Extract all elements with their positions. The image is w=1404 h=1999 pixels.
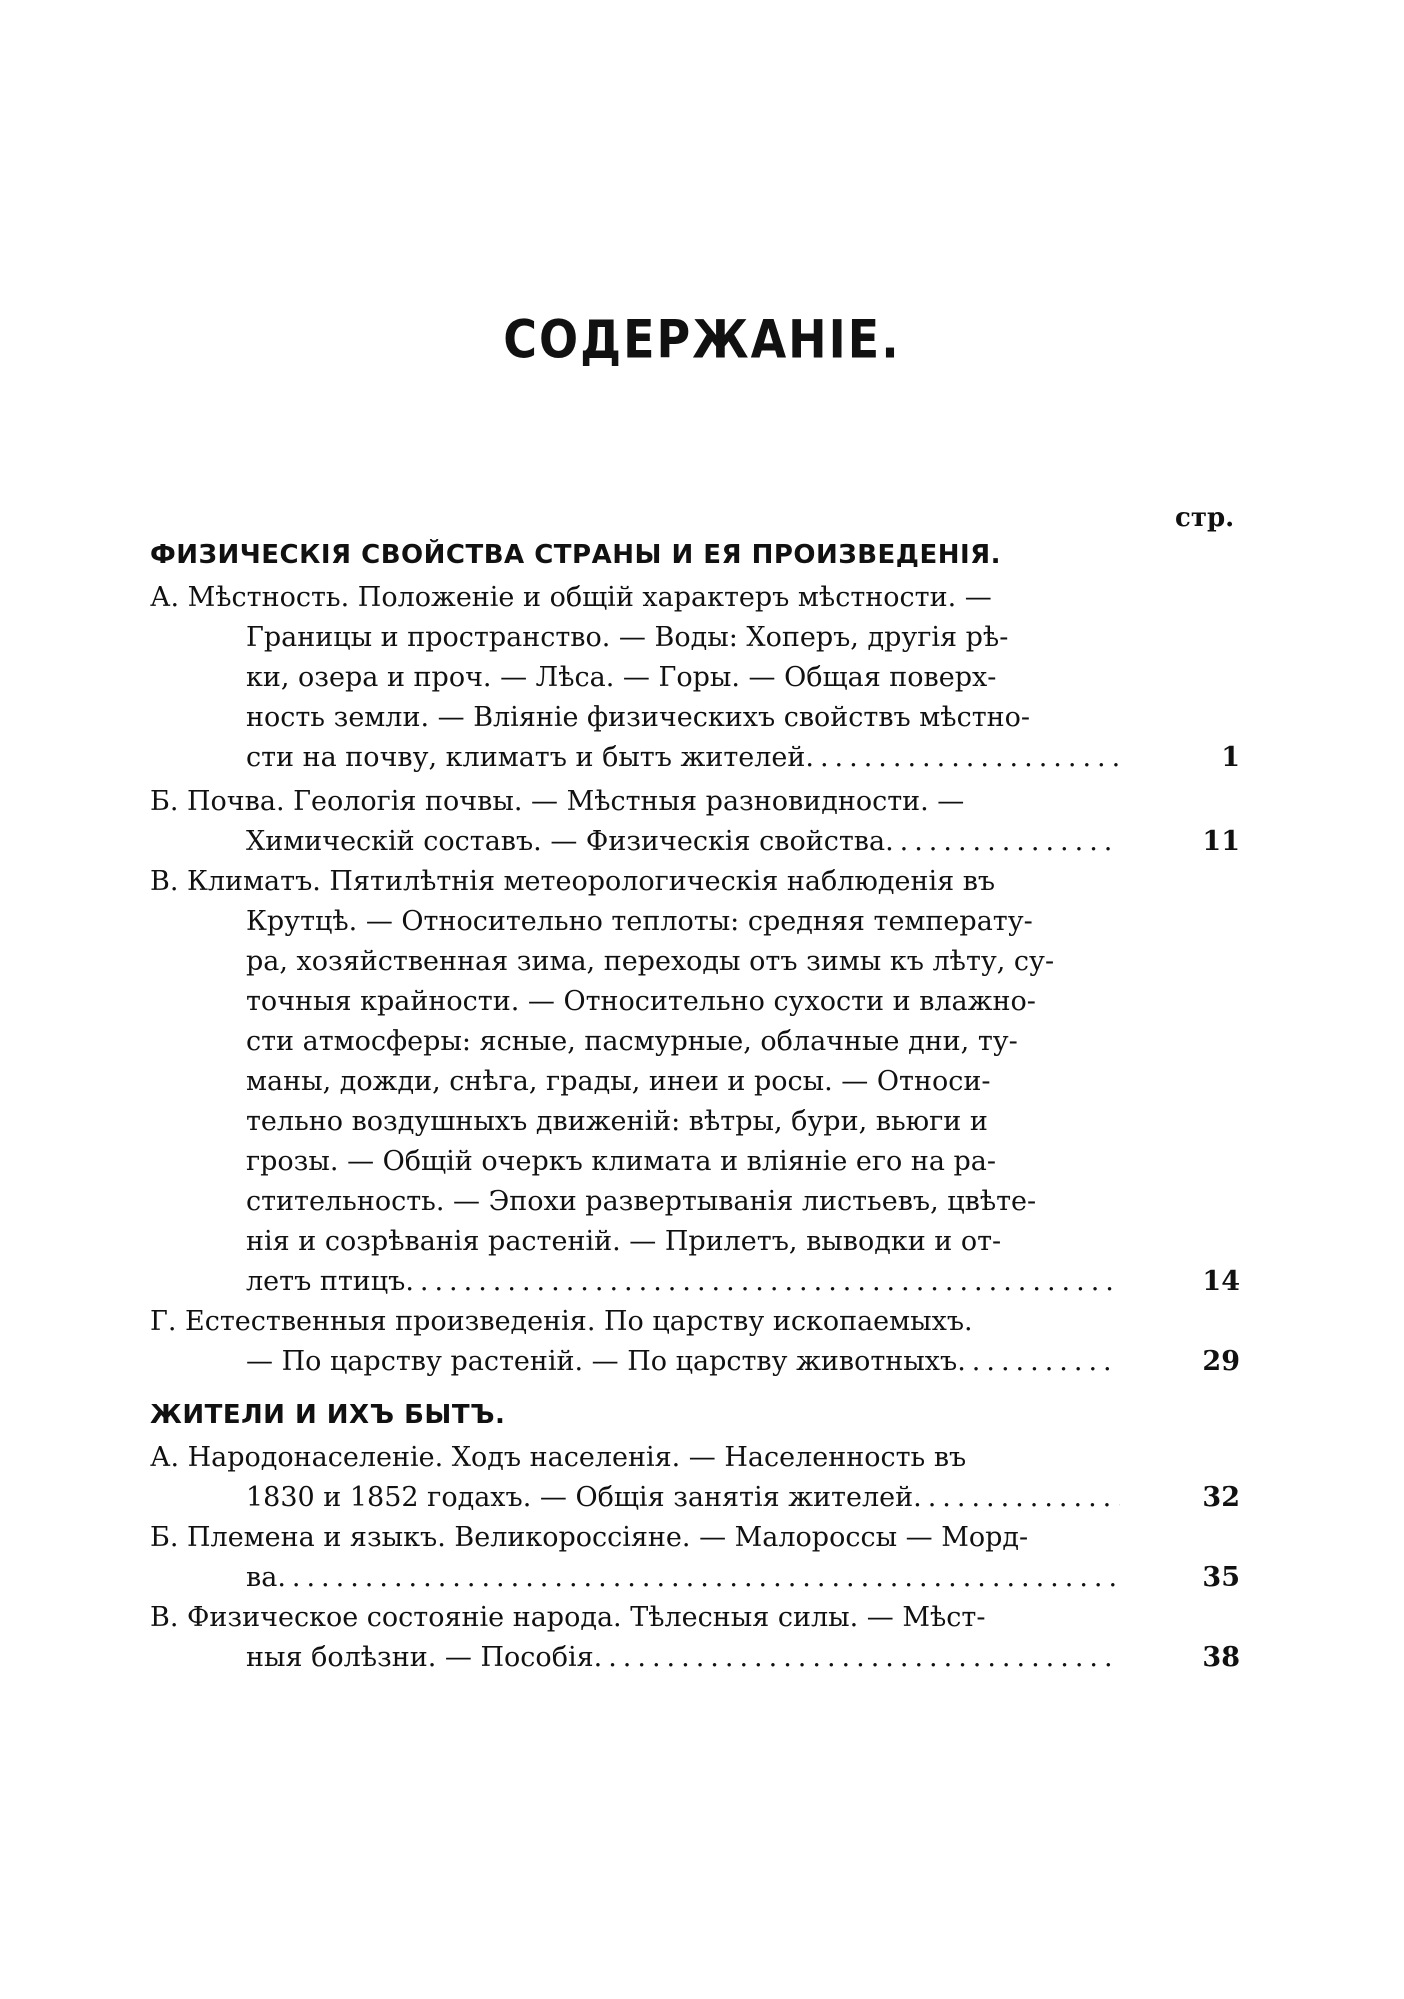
entry-line: ва bbox=[246, 1562, 278, 1593]
toc-entry[interactable] bbox=[150, 1302, 1240, 1382]
page-title: СОДЕРЖАНІЕ. bbox=[503, 307, 901, 371]
page-number: 11 bbox=[1202, 826, 1240, 857]
page-number: 35 bbox=[1202, 1562, 1240, 1593]
entry-line: — По царству растеній. — По царству животныхъ bbox=[246, 1346, 958, 1377]
entry-line: ра, хозяйственная зима, переходы отъ зимы къ лѣту, су- bbox=[246, 946, 1055, 977]
section-heading: ЖИТЕЛИ И ИХЪ БЫТЪ. bbox=[150, 1400, 506, 1430]
entry-line: ки, озера и проч. — Лѣса. — Горы. — Общая поверх- bbox=[246, 662, 997, 693]
entry-line: В. Физическое состояніе народа. Тѣлесныя силы. — Мѣст- bbox=[150, 1602, 986, 1633]
entry-line: грозы. — Общій очеркъ климата и вліяніе его на ра- bbox=[246, 1146, 997, 1177]
entry-line: стительность. — Эпохи развертыванія листьевъ, цвѣте- bbox=[246, 1186, 1037, 1217]
dot-leader bbox=[957, 1342, 1120, 1382]
toc-entry[interactable] bbox=[150, 1598, 1240, 1678]
page-column-label: стр. bbox=[1175, 503, 1235, 533]
entry-line: Б. Племена и языкъ. Великороссіяне. — Малороссы — Морд- bbox=[150, 1522, 1029, 1553]
dot-leader bbox=[913, 1478, 1120, 1518]
entry-line: точныя крайности. — Относительно сухости и влажно- bbox=[246, 986, 1036, 1017]
entry-line: Б. Почва. Геологія почвы. — Мѣстныя разновидности. — bbox=[150, 786, 965, 817]
page-number: 29 bbox=[1202, 1346, 1240, 1377]
entry-line: 1830 и 1852 годахъ. — Общія занятія жителей bbox=[246, 1482, 914, 1513]
section-heading: ФИЗИЧЕСКІЯ СВОЙСТВА СТРАНЫ И ЕЯ ПРОИЗВЕДЕНІЯ. bbox=[150, 540, 1002, 570]
page-number: 32 bbox=[1202, 1482, 1240, 1513]
entry-line: ныя болѣзни. — Пособія bbox=[246, 1642, 594, 1673]
entry-line: Химическій составъ. — Физическія свойства bbox=[246, 826, 886, 857]
page-number: 38 bbox=[1202, 1642, 1240, 1673]
dot-leader bbox=[805, 738, 1120, 778]
entry-line: В. Климатъ. Пятилѣтнія метеорологическія наблюденія въ bbox=[150, 866, 996, 897]
page-number: 14 bbox=[1202, 1266, 1240, 1297]
entry-line: нія и созрѣванія растеній. — Прилетъ, выводки и от- bbox=[246, 1226, 1002, 1257]
entry-last-line bbox=[150, 1478, 1240, 1518]
toc-entry[interactable] bbox=[150, 1518, 1240, 1598]
entry-line: ность земли. — Вліяніе физическихъ свойствъ мѣстно- bbox=[246, 702, 1031, 733]
entry-line: сти атмосферы: ясные, пасмурные, облачные дни, ту- bbox=[246, 1026, 1018, 1057]
toc-entry[interactable] bbox=[150, 1438, 1240, 1518]
entry-last-line bbox=[150, 738, 1240, 778]
entry-line: маны, дожди, снѣга, грады, инеи и росы. — Относи- bbox=[246, 1066, 991, 1097]
entry-last-line bbox=[150, 1638, 1240, 1678]
entry-line: Крутцѣ. — Относительно теплоты: средняя температу- bbox=[246, 906, 1033, 937]
entry-line: Границы и пространство. — Воды: Хоперъ, другія рѣ- bbox=[246, 622, 1009, 653]
entry-line: А. Народонаселеніе. Ходъ населенія. — Населенность въ bbox=[150, 1442, 967, 1473]
toc-entry[interactable] bbox=[150, 578, 1240, 778]
dot-leader bbox=[885, 822, 1120, 862]
entry-last-line bbox=[150, 822, 1240, 862]
entry-line: тельно воздушныхъ движеній: вѣтры, бури, вьюги и bbox=[246, 1106, 988, 1137]
dot-leader bbox=[277, 1558, 1120, 1598]
entry-line: Г. Естественныя произведенія. По царству ископаемыхъ. bbox=[150, 1306, 973, 1337]
entry-line: летъ птицъ bbox=[246, 1266, 406, 1297]
dot-leader bbox=[594, 1638, 1120, 1678]
entry-last-line bbox=[150, 1342, 1240, 1382]
entry-last-line bbox=[150, 1558, 1240, 1598]
page-number: 1 bbox=[1221, 742, 1240, 773]
entry-line: сти на почву, климатъ и бытъ жителей bbox=[246, 742, 806, 773]
toc-entry[interactable] bbox=[150, 862, 1240, 1302]
dot-leader bbox=[405, 1262, 1120, 1302]
toc-entry[interactable] bbox=[150, 782, 1240, 862]
entry-last-line bbox=[150, 1262, 1240, 1302]
entry-line: А. Мѣстность. Положеніе и общій характеръ мѣстности. — bbox=[150, 582, 992, 613]
